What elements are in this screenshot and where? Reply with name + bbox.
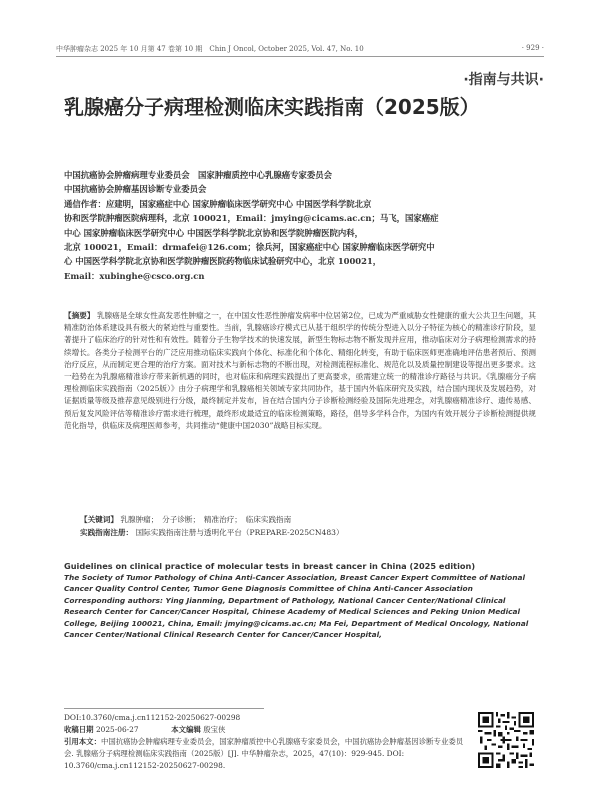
footer-divider [64, 708, 264, 709]
author-line: 通信作者：应建明，国家癌症中心 国家肿瘤临床医学研究中心 中国医学科学院北京 [64, 198, 372, 209]
qr-code-icon [478, 712, 534, 768]
citation [64, 736, 464, 772]
doi[interactable]: DOI:10.3760/cma.j.cn112152-20250627-00298 [64, 713, 241, 722]
received-date: 2025-06-27 [95, 725, 139, 734]
registration-label: 实践指南注册： [80, 528, 134, 537]
dates-line [64, 724, 464, 736]
page-number: · 929 · [521, 44, 544, 52]
keywords-label: 【关键词】 [80, 515, 118, 524]
author-line: 北京 100021，Email：drmafei@126.com；徐兵河，国家癌症中心 国家肿瘤临床医学研究中 [64, 242, 435, 253]
citation-text: 中国抗癌协会肿瘤病理专业委员会，国家肿瘤质控中心乳腺癌专家委员会，中国抗癌协会肿瘤基因诊断专业委员会. 乳腺癌分子病理检测临床实践指南（2025版）[J]. 中华肿瘤杂志，2025，47(10)：929-945. DOI: 10.3760/cma.j.cn112152-20250627-00298. [64, 737, 464, 770]
english-title: Guidelines on clinical practice of molecular tests in breast cancer in China (2025 edition) [64, 561, 476, 571]
running-header [56, 44, 544, 54]
header-divider [56, 56, 544, 57]
abstract [64, 310, 536, 432]
keywords [80, 514, 536, 526]
article-title: 乳腺癌分子病理检测临床实践指南（2025版） [64, 95, 480, 119]
author-line: 中国抗癌协会肿瘤基因诊断专业委员会 [64, 184, 207, 195]
english-abstract [64, 560, 536, 640]
author-block [64, 168, 534, 283]
journal-info: 中华肿瘤杂志 2025 年 10 月第 47 卷第 10 期 Chin J Oncol, October 2025, Vol. 47, No. 10 [56, 45, 364, 53]
editor-label: 本文编辑 [171, 725, 201, 734]
editor-name: 殷宝侠 [203, 725, 226, 734]
author-line: 中心 国家肿瘤临床医学研究中心 中国医学科学院北京协和医学院肿瘤医院内科， [64, 227, 363, 238]
abstract-text: 乳腺癌是全球女性高发恶性肿瘤之一，在中国女性恶性肿瘤发病率中位居第2位，已成为严重威胁女性健康的重大公共卫生问题，其精准防治体系建设具有极大的紧迫性与重要性。当前，乳腺癌诊疗模式已从基于组织学的传统分型进入以分子特征为核心的精准诊疗阶段，显著提升了临床治疗的针对性和有效性。随着分子生物学技术的快速发展，新型生物标志物不断发现并应用，推动临床对分子病理检测需求的持续增长。各类分子检测平台的广泛应用推动临床实践向个体化、标准化和个体化、精细化转变，有助于临床医师更准确地评估患者预后、预测治疗反应，从而制定更合理的治疗方案。面对技术与新标志物的不断出现，对检测流程标准化、规范化以及质量控制建设等提出更多要求。这一趋势在为乳腺癌精准诊疗带来新机遇的同时，也对临床和病理实践提出了更高要求，亟需建立统一的精准诊疗路径与共识。《乳腺癌分子病理检测临床实践指南（2025版）》由分子病理学和乳腺癌相关领域专家共同协作，基于国内外临床研究及实践，结合国内现状及发展趋势，对证据质量等级及推荐意见级别进行分级，最终制定并发布，旨在结合国内分子诊断检测经验及国际先进理念，对乳腺癌精准诊疗、遗传易感、预后复发风险评估等精准诊疗需求进行梳理，最终形成最适宜的临床检测策略，路径，倡导多学科合作，为国内有效开展分子诊断检测提供规范化指导，供临床及病理医师参考，共同推动“健康中国2030”战略目标实现。 [64, 311, 537, 430]
english-corresponding [64, 595, 536, 641]
author-line: Email：xubinghe@csco.org.cn [64, 270, 205, 281]
corresponding-label: Corresponding authors: [64, 595, 163, 605]
citation-label: 引用本文： [64, 737, 101, 746]
author-line: 心 中国医学科学院北京协和医学院肿瘤医院药物临床试验研究中心，北京 100021， [64, 256, 382, 267]
guideline-registration [80, 527, 536, 539]
section-tag: ·指南与共识· [463, 72, 544, 88]
author-line: 协和医学院肿瘤医院病理科，北京 100021，Email：jmying@cicams.ac.cn；马飞，国家癌症 [64, 213, 439, 224]
abstract-label: 【摘要】 [64, 311, 95, 320]
author-line: 中国抗癌协会肿瘤病理专业委员会 国家肿瘤质控中心乳腺癌专家委员会 [64, 170, 332, 180]
received-label: 收稿日期 [64, 725, 94, 734]
corresponding-text: Ying Jianming, Department of Pathology, National Cancer Center/National Clinical Research Center for Cancer/Cancer Hospital, Chinese Academy of Medical Sciences and Peking Union Medical College, Beijing 100021, China, Email: jmying@cicams.ac.cn; Ma Fei, Department of Medical Oncology, National Cancer Center/National Clinical Research Center for Cancer/Cancer Hospital, [64, 595, 529, 640]
article-footer [64, 712, 464, 772]
keywords-text: 乳腺肿瘤； 分子诊断； 精准治疗； 临床实践指南 [120, 515, 292, 524]
english-societies: The Society of Tumor Pathology of China Anti-Cancer Association, Breast Cancer Expert Committee of National Cancer Quality Control Center, Tumor Gene Diagnosis Committee of China Anti-Cancer Association [64, 573, 526, 594]
registration-text: 国际实践指南注册与透明化平台（PREPARE-2025CN483） [135, 528, 344, 537]
